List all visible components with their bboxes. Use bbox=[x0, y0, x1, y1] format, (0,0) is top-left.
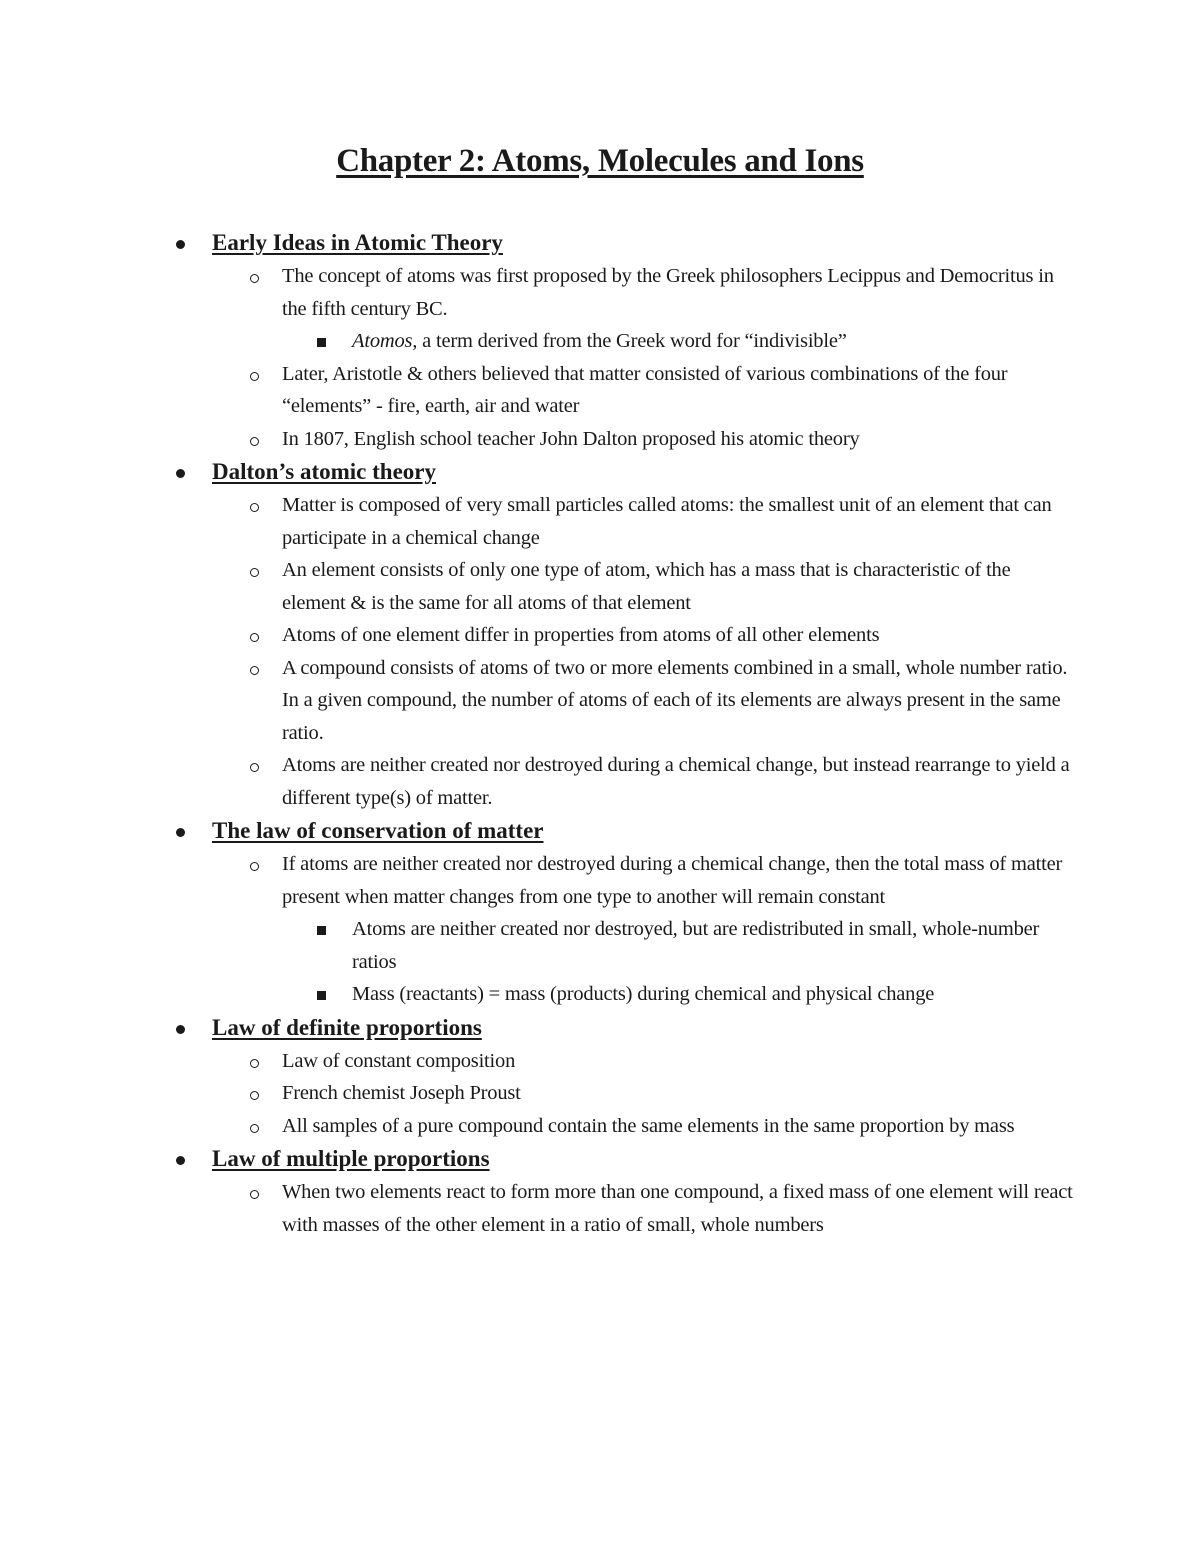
sub-list-item: Mass (reactants) = mass (products) during chemical and physical change bbox=[175, 978, 1075, 1011]
hollow-circle-bullet-icon bbox=[250, 1190, 259, 1199]
section-early-ideas bbox=[175, 226, 1075, 455]
section-heading: Law of definite proportions bbox=[175, 1011, 1075, 1045]
square-bullet-icon bbox=[317, 926, 326, 935]
square-bullet-icon bbox=[317, 991, 326, 1000]
filled-circle-bullet-icon bbox=[176, 828, 185, 837]
list-item: A compound consists of atoms of two or more elements combined in a small, whole number ratio. In a given compound, the number of atoms of each of its elements are always present in the same ratio. bbox=[175, 652, 1075, 750]
section-heading: Early Ideas in Atomic Theory bbox=[175, 226, 1075, 260]
list-item: Law of constant composition bbox=[175, 1045, 1075, 1078]
filled-circle-bullet-icon bbox=[176, 1025, 185, 1034]
section-heading: Dalton’s atomic theory bbox=[175, 455, 1075, 489]
hollow-circle-bullet-icon bbox=[250, 503, 259, 512]
hollow-circle-bullet-icon bbox=[250, 1091, 259, 1100]
hollow-circle-bullet-icon bbox=[250, 568, 259, 577]
hollow-circle-bullet-icon bbox=[250, 1059, 259, 1068]
hollow-circle-bullet-icon bbox=[250, 1124, 259, 1133]
list-item: French chemist Joseph Proust bbox=[175, 1077, 1075, 1110]
list-item: Atoms are neither created nor destroyed during a chemical change, but instead rearrange to yield a different type(s) of matter. bbox=[175, 749, 1075, 814]
list-item: An element consists of only one type of atom, which has a mass that is characteristic of the element & is the same for all atoms of that element bbox=[175, 554, 1075, 619]
sub-list-item: Atomos, a term derived from the Greek word for “indivisible” bbox=[175, 325, 1075, 358]
list-item: Atoms of one element differ in properties from atoms of all other elements bbox=[175, 619, 1075, 652]
hollow-circle-bullet-icon bbox=[250, 633, 259, 642]
section-conservation-of-matter bbox=[175, 814, 1075, 1011]
section-heading: Law of multiple proportions bbox=[175, 1142, 1075, 1176]
term-atomos: Atomos, bbox=[352, 330, 418, 352]
list-item: When two elements react to form more than one compound, a fixed mass of one element will react with masses of the other element in a ratio of small, whole numbers bbox=[175, 1176, 1075, 1241]
list-item: Matter is composed of very small particles called atoms: the smallest unit of an element that can participate in a chemical change bbox=[175, 489, 1075, 554]
page-title: Chapter 2: Atoms, Molecules and Ions bbox=[336, 143, 864, 179]
list-item: If atoms are neither created nor destroyed during a chemical change, then the total mass of matter present when matter changes from one type to another will remain constant bbox=[175, 848, 1075, 913]
filled-circle-bullet-icon bbox=[176, 1156, 185, 1165]
section-definite-proportions bbox=[175, 1011, 1075, 1143]
square-bullet-icon bbox=[317, 338, 326, 347]
filled-circle-bullet-icon bbox=[176, 469, 185, 478]
hollow-circle-bullet-icon bbox=[250, 763, 259, 772]
section-dalton-theory bbox=[175, 455, 1075, 814]
section-multiple-proportions bbox=[175, 1142, 1075, 1241]
list-item: Later, Aristotle & others believed that matter consisted of various combinations of the four “elements” - fire, earth, air and water bbox=[175, 358, 1075, 423]
hollow-circle-bullet-icon bbox=[250, 862, 259, 871]
filled-circle-bullet-icon bbox=[176, 240, 185, 249]
hollow-circle-bullet-icon bbox=[250, 274, 259, 283]
hollow-circle-bullet-icon bbox=[250, 666, 259, 675]
notes-outline bbox=[175, 226, 1075, 1241]
section-heading: The law of conservation of matter bbox=[175, 814, 1075, 848]
list-item: The concept of atoms was first proposed by the Greek philosophers Lecippus and Democritus in the fifth century BC. bbox=[175, 260, 1075, 325]
list-item: All samples of a pure compound contain the same elements in the same proportion by mass bbox=[175, 1110, 1075, 1143]
hollow-circle-bullet-icon bbox=[250, 437, 259, 446]
hollow-circle-bullet-icon bbox=[250, 372, 259, 381]
sub-list-item: Atoms are neither created nor destroyed, but are redistributed in small, whole-number ratios bbox=[175, 913, 1075, 978]
list-item: In 1807, English school teacher John Dalton proposed his atomic theory bbox=[175, 423, 1075, 456]
